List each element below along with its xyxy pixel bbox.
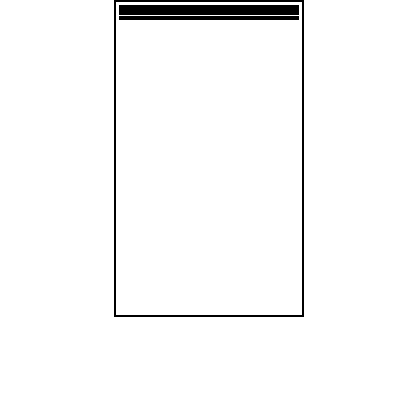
- supplement-facts-panel: [114, 0, 304, 317]
- blend-row: [119, 14, 299, 15]
- footnotes: [119, 20, 299, 22]
